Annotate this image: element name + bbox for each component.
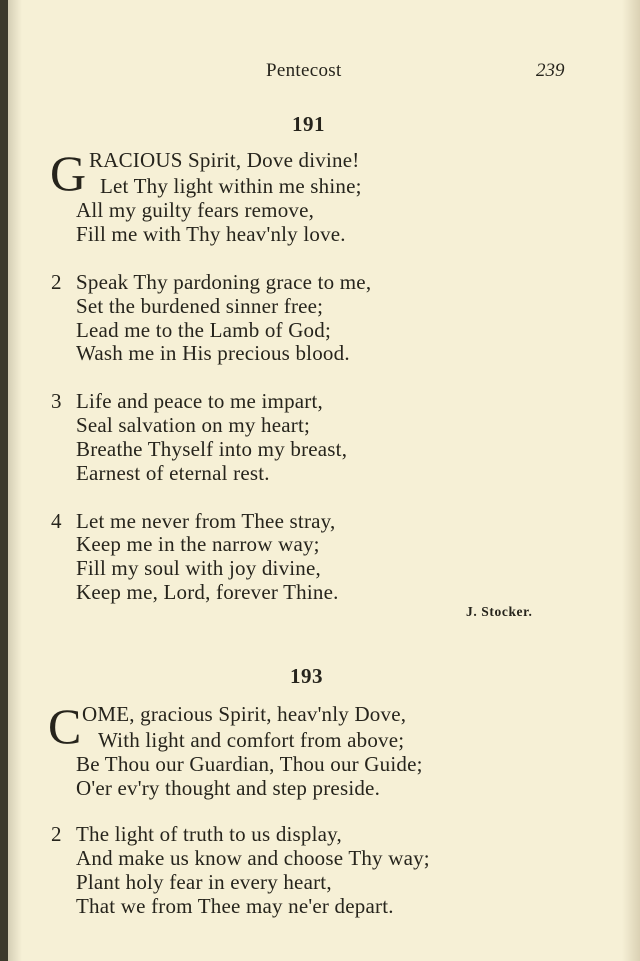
verse-line: Lead me to the Lamb of God; [76,318,331,342]
verse-line: Set the burdened sinner free; [76,294,324,318]
verse-line: OME, gracious Spirit, heav'nly Dove, [82,702,407,726]
verse-line: Plant holy fear in every heart, [76,870,332,894]
verse-line: Earnest of eternal rest. [76,461,270,485]
book-binding-edge [0,0,8,961]
verse-line: Let me never from Thee stray, [76,509,336,533]
verse-line: Keep me in the narrow way; [76,532,320,556]
verse-line: Fill my soul with joy divine, [76,556,321,580]
page-edge-shadow [622,0,640,961]
verse-line: Seal salvation on my heart; [76,413,311,437]
drop-cap: C [48,698,82,754]
running-header-title: Pentecost [266,60,342,81]
hymn-number: 193 [290,664,323,688]
stanza-number: 2 [51,270,62,294]
verse-line: Be Thou our Guardian, Thou our Guide; [76,752,423,776]
verse-line: Wash me in His precious blood. [76,341,350,365]
verse-line: Let Thy light within me shine; [100,174,362,198]
verse-line: Breathe Thyself into my breast, [76,437,348,461]
verse-line: With light and comfort from above; [98,728,405,752]
gutter-shadow [8,0,22,961]
verse-line: That we from Thee may ne'er depart. [76,894,394,918]
verse-line: Keep me, Lord, forever Thine. [76,580,339,604]
hymn-author: J. Stocker. [466,604,533,619]
verse-line: Speak Thy pardoning grace to me, [76,270,372,294]
stanza-number: 4 [51,509,62,533]
verse-line: All my guilty fears remove, [76,198,315,222]
stanza-number: 3 [51,389,62,413]
verse-line: Life and peace to me impart, [76,389,323,413]
verse-line: The light of truth to us display, [76,822,342,846]
hymn-number: 191 [292,112,325,136]
verse-line: RACIOUS Spirit, Dove divine! [89,148,360,172]
verse-line: O'er ev'ry thought and step preside. [76,776,381,800]
drop-cap: G [50,145,87,201]
verse-line: Fill me with Thy heav'nly love. [76,222,346,246]
page-number: 239 [536,60,565,81]
stanza-number: 2 [51,822,62,846]
verse-line: And make us know and choose Thy way; [76,846,430,870]
